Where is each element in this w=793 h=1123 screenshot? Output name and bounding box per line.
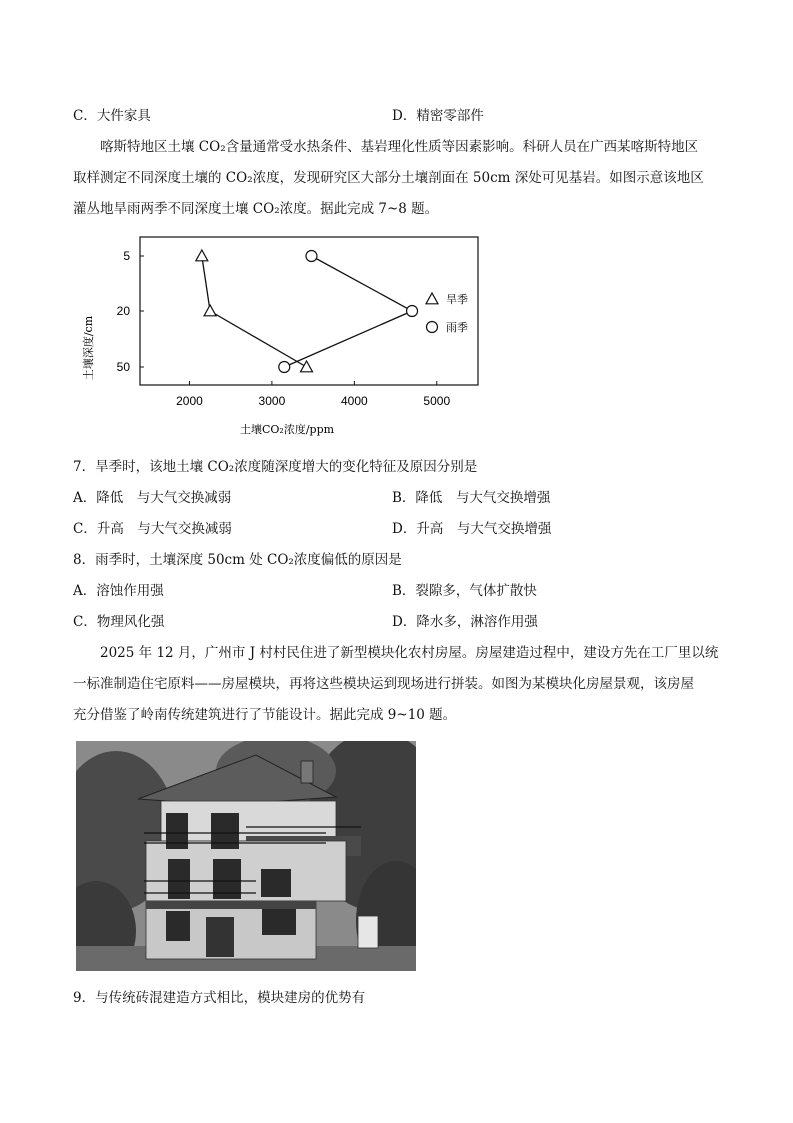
triangle-data-point xyxy=(204,305,216,316)
y-tick-label: 20 xyxy=(116,304,130,318)
triangle-series-line xyxy=(202,256,307,367)
passage1-line1: 喀斯特地区土壤 CO₂含量通常受水热条件、基岩理化性质等因素影响。科研人员在广西某喀斯特地区 xyxy=(100,139,699,155)
q8-option-b[interactable]: B．裂隙多，气体扩散快 xyxy=(392,583,537,599)
legend-label: 雨季 xyxy=(446,321,468,334)
circle-data-point xyxy=(306,251,317,262)
passage2-line1: 2025 年 12 月，广州市 J 村村民住进了新型模块化农村房屋。房屋建造过程中，建设方先在工厂里以统 xyxy=(100,645,719,661)
soil-co2-chart xyxy=(70,228,490,440)
option-c-top: C．大件家具 xyxy=(73,108,151,124)
q8-option-c[interactable]: C．物理风化强 xyxy=(73,614,165,630)
q8-stem: 8．雨季时，土壤深度 50cm 处 CO₂浓度偏低的原因是 xyxy=(73,552,402,568)
passage2-line3: 充分借鉴了岭南传统建筑进行了节能设计。据此完成 9~10 题。 xyxy=(73,707,457,723)
q7-option-d[interactable]: D．升高 与大气交换增强 xyxy=(392,521,552,537)
y-tick-label: 5 xyxy=(123,249,130,263)
q7-option-b[interactable]: B．降低 与大气交换增强 xyxy=(392,490,551,506)
x-axis-label: 土壤CO₂浓度/ppm xyxy=(240,423,335,436)
x-tick-label: 4000 xyxy=(340,394,368,408)
q7-stem: 7．旱季时，该地土壤 CO₂浓度随深度增大的变化特征及原因分别是 xyxy=(73,459,478,475)
circle-series-line xyxy=(284,256,412,367)
q7-option-a[interactable]: A．降低 与大气交换减弱 xyxy=(73,490,232,506)
legend-label: 旱季 xyxy=(446,293,468,306)
q8-option-d[interactable]: D．降水多，淋溶作用强 xyxy=(392,614,538,630)
y-axis-label: 土壤深度/cm xyxy=(82,315,95,381)
triangle-data-point xyxy=(301,361,313,372)
circle-data-point xyxy=(279,362,290,373)
x-tick-label: 2000 xyxy=(176,394,203,408)
legend-circle-marker xyxy=(427,322,438,333)
y-tick-label: 50 xyxy=(116,360,130,374)
passage2-line2: 一标准制造住宅原料——房屋模块，再将这些模块运到现场进行拼装。如图为某模块化房屋景观，该房屋 xyxy=(73,676,694,692)
q7-option-c[interactable]: C．升高 与大气交换减弱 xyxy=(73,521,232,537)
legend-triangle-marker xyxy=(426,293,438,304)
q9-stem: 9．与传统砖混建造方式相比，模块建房的优势有 xyxy=(73,990,366,1006)
modular-house-photo xyxy=(76,741,416,971)
option-d-top: D．精密零部件 xyxy=(392,108,484,124)
q8-option-a[interactable]: A．溶蚀作用强 xyxy=(73,583,164,599)
triangle-data-point xyxy=(196,250,208,261)
x-tick-label: 3000 xyxy=(258,394,286,408)
passage1-line3: 灌丛地旱雨两季不同深度土壤 CO₂浓度。据此完成 7~8 题。 xyxy=(73,201,439,217)
circle-data-point xyxy=(407,306,418,317)
passage1-line2: 取样测定不同深度土壤的 CO₂浓度，发现研究区大部分土壤剖面在 50cm 深处可见基岩。如图示意该地区 xyxy=(73,170,704,186)
series-group xyxy=(196,250,418,373)
x-tick-label: 5000 xyxy=(423,394,451,408)
legend xyxy=(426,292,468,334)
